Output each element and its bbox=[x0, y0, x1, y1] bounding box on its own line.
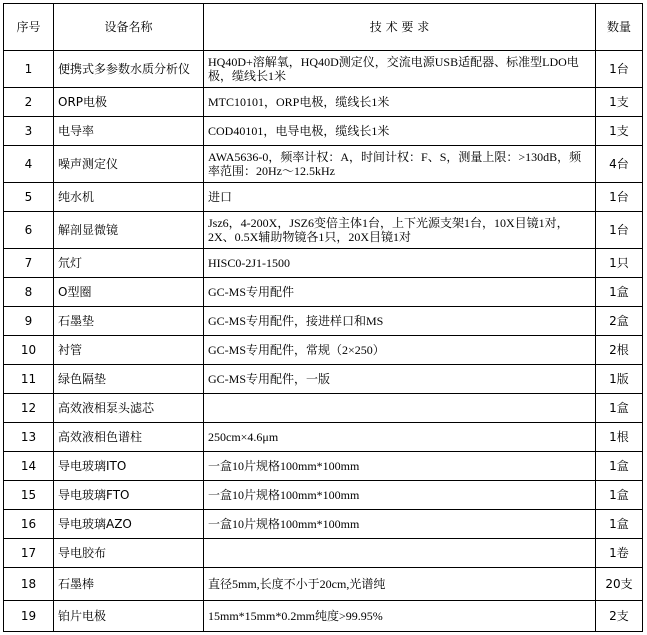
equipment-name-cell: 电导率 bbox=[54, 117, 204, 146]
row-number-cell: 12 bbox=[4, 394, 54, 423]
table-row bbox=[4, 452, 643, 481]
quantity-cell: 1只 bbox=[596, 249, 643, 278]
requirements-cell: Jsz6，4-200X，JSZ6变倍主体1台，上下光源支架1台，10X目镜1对，2X、0.5X辅助物镜各1只，20X目镜1对 bbox=[204, 212, 596, 249]
row-number-cell: 13 bbox=[4, 423, 54, 452]
row-number-cell: 15 bbox=[4, 481, 54, 510]
table-row bbox=[4, 88, 643, 117]
equipment-name-cell: 导电玻璃AZO bbox=[54, 510, 204, 539]
requirements-cell: HISC0-2J1-1500 bbox=[204, 249, 596, 278]
equipment-name-cell: 导电胶布 bbox=[54, 539, 204, 568]
quantity-cell: 1台 bbox=[596, 51, 643, 88]
row-number-cell: 11 bbox=[4, 365, 54, 394]
table-row bbox=[4, 146, 643, 183]
requirements-cell: 进口 bbox=[204, 183, 596, 212]
header-requirements: 技 术 要 求 bbox=[204, 4, 596, 51]
row-number-cell: 4 bbox=[4, 146, 54, 183]
equipment-name-cell: ORP电极 bbox=[54, 88, 204, 117]
requirements-cell: 250cm×4.6μm bbox=[204, 423, 596, 452]
row-number-cell: 16 bbox=[4, 510, 54, 539]
table-row bbox=[4, 601, 643, 632]
equipment-name-cell: O型圈 bbox=[54, 278, 204, 307]
header-quantity: 数量 bbox=[596, 4, 643, 51]
requirements-cell: HQ40D+溶解氧，HQ40D测定仪，交流电源USB适配器、标准型LDO电极，缆线长1米 bbox=[204, 51, 596, 88]
quantity-cell: 1支 bbox=[596, 88, 643, 117]
quantity-cell: 1盒 bbox=[596, 481, 643, 510]
quantity-cell: 1盒 bbox=[596, 510, 643, 539]
equipment-name-cell: 导电玻璃ITO bbox=[54, 452, 204, 481]
table-row bbox=[4, 249, 643, 278]
table-row bbox=[4, 539, 643, 568]
requirements-cell: AWA5636-0，频率计权：A，时间计权：F、S，测量上限：>130dB，频率范围：20Hz～12.5kHz bbox=[204, 146, 596, 183]
requirements-cell: 一盒10片规格100mm*100mm bbox=[204, 481, 596, 510]
requirements-cell: 直径5mm,长度不小于20cm,光谱纯 bbox=[204, 568, 596, 601]
quantity-cell: 1支 bbox=[596, 117, 643, 146]
requirements-cell: 一盒10片规格100mm*100mm bbox=[204, 510, 596, 539]
quantity-cell: 1盒 bbox=[596, 278, 643, 307]
table-row bbox=[4, 510, 643, 539]
requirements-cell: GC-MS专用配件，常规（2×250） bbox=[204, 336, 596, 365]
quantity-cell: 20支 bbox=[596, 568, 643, 601]
table-row bbox=[4, 481, 643, 510]
row-number-cell: 5 bbox=[4, 183, 54, 212]
row-number-cell: 2 bbox=[4, 88, 54, 117]
equipment-name-cell: 石墨棒 bbox=[54, 568, 204, 601]
quantity-cell: 4台 bbox=[596, 146, 643, 183]
equipment-name-cell: 衬管 bbox=[54, 336, 204, 365]
row-number-cell: 8 bbox=[4, 278, 54, 307]
row-number-cell: 10 bbox=[4, 336, 54, 365]
table-row bbox=[4, 568, 643, 601]
quantity-cell: 1盒 bbox=[596, 452, 643, 481]
row-number-cell: 1 bbox=[4, 51, 54, 88]
quantity-cell: 1台 bbox=[596, 212, 643, 249]
quantity-cell: 2盒 bbox=[596, 307, 643, 336]
equipment-name-cell: 解剖显微镜 bbox=[54, 212, 204, 249]
header-no: 序号 bbox=[4, 4, 54, 51]
requirements-cell: 15mm*15mm*0.2mm纯度>99.95% bbox=[204, 601, 596, 632]
equipment-name-cell: 铂片电极 bbox=[54, 601, 204, 632]
requirements-cell bbox=[204, 394, 596, 423]
header-name: 设备名称 bbox=[54, 4, 204, 51]
row-number-cell: 18 bbox=[4, 568, 54, 601]
table-row bbox=[4, 423, 643, 452]
requirements-cell: GC-MS专用配件 bbox=[204, 278, 596, 307]
equipment-name-cell: 便携式多参数水质分析仪 bbox=[54, 51, 204, 88]
header-row bbox=[4, 4, 643, 51]
equipment-name-cell: 绿色隔垫 bbox=[54, 365, 204, 394]
table-row bbox=[4, 212, 643, 249]
table-row bbox=[4, 183, 643, 212]
equipment-name-cell: 石墨垫 bbox=[54, 307, 204, 336]
quantity-cell: 1版 bbox=[596, 365, 643, 394]
equipment-name-cell: 噪声测定仪 bbox=[54, 146, 204, 183]
table-row bbox=[4, 51, 643, 88]
table-row bbox=[4, 117, 643, 146]
equipment-name-cell: 高效液相泵头滤芯 bbox=[54, 394, 204, 423]
equipment-name-cell: 高效液相色谱柱 bbox=[54, 423, 204, 452]
requirements-cell: COD40101，电导电极，缆线长1米 bbox=[204, 117, 596, 146]
row-number-cell: 19 bbox=[4, 601, 54, 632]
quantity-cell: 1盒 bbox=[596, 394, 643, 423]
equipment-name-cell: 氘灯 bbox=[54, 249, 204, 278]
quantity-cell: 1卷 bbox=[596, 539, 643, 568]
table-row bbox=[4, 278, 643, 307]
equipment-name-cell: 导电玻璃FTO bbox=[54, 481, 204, 510]
row-number-cell: 7 bbox=[4, 249, 54, 278]
table-row bbox=[4, 394, 643, 423]
table-body bbox=[4, 51, 643, 632]
quantity-cell: 2支 bbox=[596, 601, 643, 632]
equipment-name-cell: 纯水机 bbox=[54, 183, 204, 212]
quantity-cell: 1根 bbox=[596, 423, 643, 452]
table-row bbox=[4, 307, 643, 336]
row-number-cell: 3 bbox=[4, 117, 54, 146]
row-number-cell: 9 bbox=[4, 307, 54, 336]
table-row bbox=[4, 336, 643, 365]
row-number-cell: 6 bbox=[4, 212, 54, 249]
row-number-cell: 14 bbox=[4, 452, 54, 481]
quantity-cell: 2根 bbox=[596, 336, 643, 365]
quantity-cell: 1台 bbox=[596, 183, 643, 212]
equipment-table bbox=[3, 3, 643, 632]
table-row bbox=[4, 365, 643, 394]
requirements-cell: GC-MS专用配件，接进样口和MS bbox=[204, 307, 596, 336]
requirements-cell: MTC10101，ORP电极，缆线长1米 bbox=[204, 88, 596, 117]
row-number-cell: 17 bbox=[4, 539, 54, 568]
requirements-cell: GC-MS专用配件，一版 bbox=[204, 365, 596, 394]
requirements-cell: 一盒10片规格100mm*100mm bbox=[204, 452, 596, 481]
requirements-cell bbox=[204, 539, 596, 568]
